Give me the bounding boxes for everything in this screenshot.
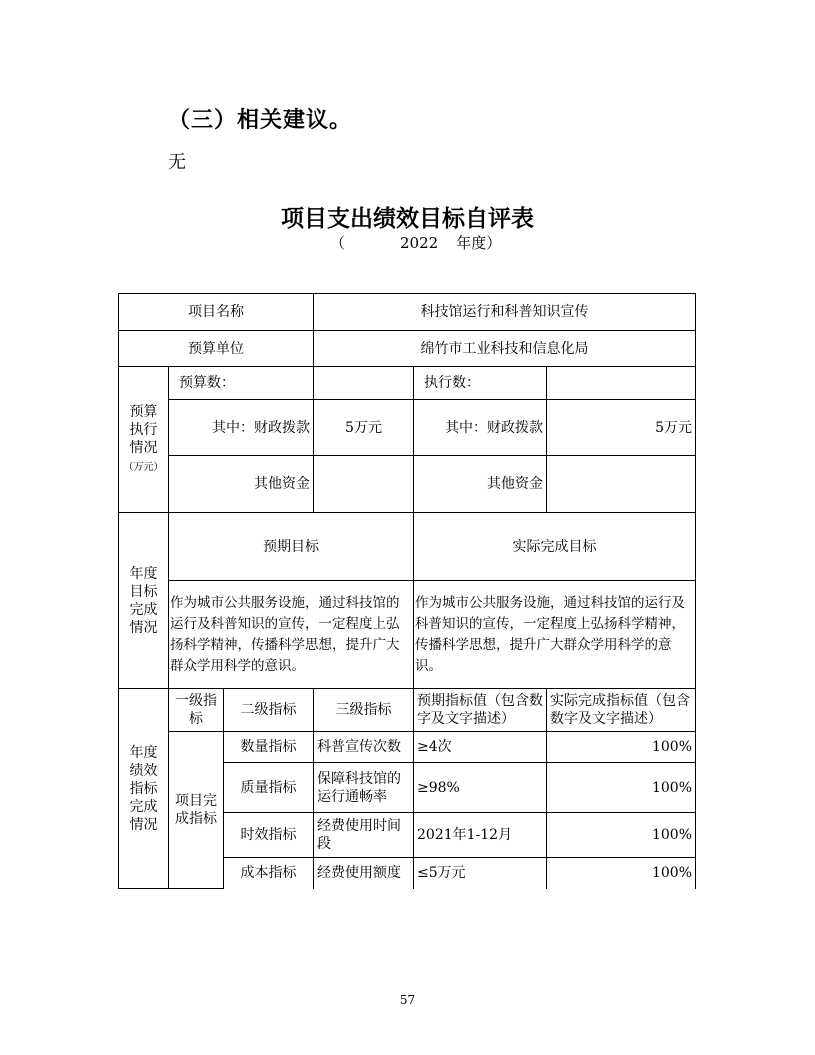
other-funds-label-right: 其他资金 bbox=[414, 456, 547, 513]
fiscal-label-right: 其中：财政拨款 bbox=[414, 400, 547, 456]
row-actual: 100% bbox=[547, 732, 696, 763]
project-name-value: 科技馆运行和科普知识宣传 bbox=[314, 294, 696, 331]
year-value: 2022 bbox=[400, 234, 439, 252]
row-level2: 时效指标 bbox=[224, 813, 314, 858]
row-expected: 2021年1-12月 bbox=[414, 813, 547, 858]
header-actual: 实际完成指标值（包含数字及文字描述） bbox=[547, 689, 696, 732]
budget-amount-label: 预算数： bbox=[169, 367, 314, 400]
row-level3: 保障科技馆的运行通畅率 bbox=[314, 763, 414, 813]
row-actual: 100% bbox=[547, 813, 696, 858]
annual-goal-side-label: 年度 目标 完成 情况 bbox=[119, 513, 169, 689]
row-expected: ≥4次 bbox=[414, 732, 547, 763]
page-number: 57 bbox=[399, 993, 416, 1007]
row-level3: 经费使用额度 bbox=[314, 858, 414, 889]
other-funds-value-left bbox=[314, 456, 414, 513]
row-actual: 100% bbox=[547, 763, 696, 813]
table-title: 项目支出绩效目标自评表 bbox=[281, 206, 534, 232]
fiscal-value-right: 5万元 bbox=[547, 400, 696, 456]
section-content: 无 bbox=[168, 152, 186, 173]
other-funds-label-left: 其他资金 bbox=[169, 456, 314, 513]
other-funds-value-right bbox=[547, 456, 696, 513]
actual-goal-text: 作为城市公共服务设施，通过科技馆的运行及科普知识的宣传，一定程度上弘扬科学精神，传播科学思想，提升广大群众学用科学的意识。 bbox=[414, 581, 696, 689]
row-level3: 科普宣传次数 bbox=[314, 732, 414, 763]
row-level2: 成本指标 bbox=[224, 858, 314, 889]
expected-goal-text: 作为城市公共服务设施，通过科技馆的运行及科普知识的宣传，一定程度上弘扬科学精神，传播科学思想，提升广大群众学用科学的意识。 bbox=[169, 581, 414, 689]
indicators-side-label: 年度 绩效 指标 完成 情况 bbox=[119, 689, 169, 889]
budget-unit-value: 绵竹市工业科技和信息化局 bbox=[314, 331, 696, 367]
row-actual: 100% bbox=[547, 858, 696, 889]
section-heading: （三）相关建议。 bbox=[168, 108, 353, 133]
project-name-label: 项目名称 bbox=[119, 294, 314, 331]
row-expected: ≥98% bbox=[414, 763, 547, 813]
row-level2: 数量指标 bbox=[224, 732, 314, 763]
row-level3: 经费使用时间段 bbox=[314, 813, 414, 858]
row-expected: ≤5万元 bbox=[414, 858, 547, 889]
header-expected: 预期指标值（包含数字及文字描述） bbox=[414, 689, 547, 732]
budget-unit-label: 预算单位 bbox=[119, 331, 314, 367]
fiscal-value-left: 5万元 bbox=[314, 400, 414, 456]
fiscal-label-left: 其中：财政拨款 bbox=[169, 400, 314, 456]
budget-exec-side-label: 预算 执行 情况 （万元） bbox=[119, 367, 169, 513]
row-level2: 质量指标 bbox=[224, 763, 314, 813]
actual-goal-header: 实际完成目标 bbox=[414, 513, 696, 581]
expected-goal-header: 预期目标 bbox=[169, 513, 414, 581]
budget-amount-value bbox=[314, 367, 414, 400]
level1-value: 项目完成指标 bbox=[169, 732, 224, 889]
header-level2: 二级指标 bbox=[224, 689, 314, 732]
exec-amount-label: 执行数： bbox=[414, 367, 547, 400]
performance-form-table bbox=[118, 293, 696, 889]
year-line bbox=[330, 232, 501, 253]
header-level3: 三级指标 bbox=[314, 689, 414, 732]
year-open-paren: （ bbox=[330, 234, 346, 252]
exec-amount-value bbox=[547, 367, 696, 400]
year-suffix: 年度） bbox=[456, 234, 502, 252]
header-level1: 一级指标 bbox=[169, 689, 224, 732]
